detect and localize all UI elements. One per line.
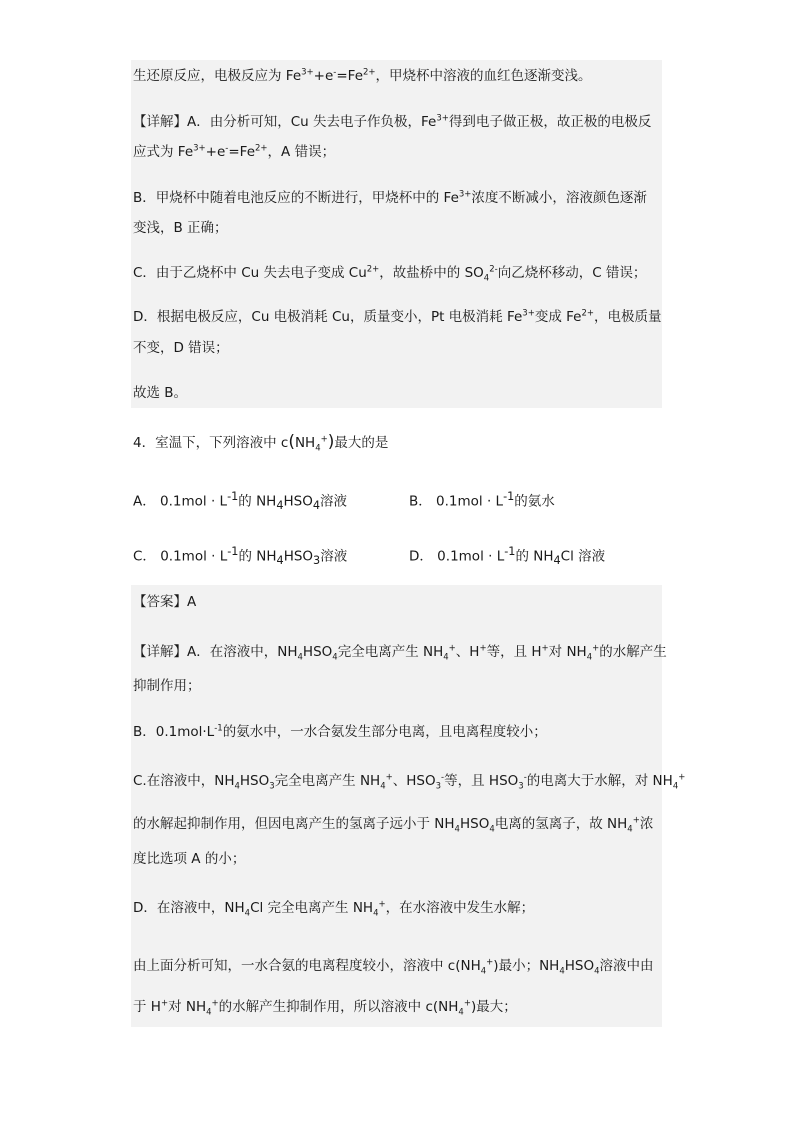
text-line: 抑制作用； bbox=[133, 678, 201, 694]
detail-label: 【详解】 bbox=[133, 644, 187, 660]
answer-label: 【答案】A bbox=[133, 594, 197, 610]
option-b[interactable]: B． $0.1mol \cdot L^{-1}$的氨水 bbox=[409, 490, 555, 510]
text-line: B．甲烧杯中随着电池反应的不断进行，甲烧杯中的 $Fe^{3+}$浓度不断减小，溶液颜色逐渐 bbox=[133, 189, 647, 206]
text-line: 由上面分析可知，一水合氨的电离程度较小，溶液中 $c(NH_4^+)$最小；$NH_4HSO_4$溶液中由 bbox=[133, 957, 654, 977]
text-line: D．根据电极反应，Cu 电极消耗 Cu，质量变小，Pt 电极消耗 $Fe^{3+}$变成 $Fe^{2+}$，电极质量 bbox=[133, 308, 662, 325]
text-line: D．在溶液中，$NH_4Cl$ 完全电离产生 $NH_4^+$，在水溶液中发生水解； bbox=[133, 899, 535, 919]
option-a[interactable]: A． $0.1mol \cdot L^{-1}$的 $NH_4HSO_4$溶液 bbox=[133, 490, 348, 513]
text-line: 生还原反应，电极反应为 $Fe^{3+}+e^-=Fe^{2+}$，甲烧杯中溶液的血红色逐渐变浅。 bbox=[133, 67, 592, 84]
text-line: 【详解】A．由分析可知，Cu 失去电子作负极，$Fe^{3+}$得到电子做正极，故正极的电极反 bbox=[133, 113, 652, 130]
text-line: 故选 B。 bbox=[133, 385, 188, 401]
text-line: B．$0.1mol\cdot L^{-1}$的氨水中，一水合氨发生部分电离，且电离程度较小； bbox=[133, 723, 547, 740]
text-line: 的水解起抑制作用，但因电离产生的氢离子远小于 $NH_4HSO_4$电离的氢离子，故 $NH_4^+$浓 bbox=[133, 815, 654, 835]
option-c[interactable]: C． $0.1mol \cdot L^{-1}$的 $NH_4HSO_3$溶液 bbox=[133, 545, 348, 568]
text-line: C．由于乙烧杯中 Cu 失去电子变成 $Cu^{2+}$，故盐桥中的 $SO_4^{2-}$向乙烧杯移动，C 错误； bbox=[133, 264, 647, 284]
option-d[interactable]: D． $0.1mol \cdot L^{-1}$的 $NH_4Cl$ 溶液 bbox=[409, 545, 606, 568]
text-line: C.在溶液中，$NH_4HSO_3$完全电离产生 $NH_4^+$、$HSO_3^-$等，且 $HSO_3^-$的电离大于水解，对 $NH_4^+$ bbox=[133, 772, 686, 792]
text-line: 于 H+对 $NH_4^+$的水解产生抑制作用，所以溶液中 $c(NH_4^+)$最大； bbox=[133, 998, 517, 1018]
text-line: 【详解】A．在溶液中，$NH_4HSO_4$完全电离产生 $NH_4^+$、H+等，且 H+对 $NH_4^+$的水解产生 bbox=[133, 643, 667, 663]
text-line: 度比选项 A 的小； bbox=[133, 851, 246, 867]
text-line: 变浅，B 正确； bbox=[133, 220, 228, 236]
text-line: 不变，D 错误； bbox=[133, 340, 229, 356]
question-stem: 4．室温下，下列溶液中 $c(NH_4^+)$最大的是 bbox=[133, 432, 389, 454]
text-line: 应式为 $Fe^{3+}+e^-=Fe^{2+}$，A 错误； bbox=[133, 143, 336, 160]
detail-label: 【详解】 bbox=[133, 114, 187, 130]
